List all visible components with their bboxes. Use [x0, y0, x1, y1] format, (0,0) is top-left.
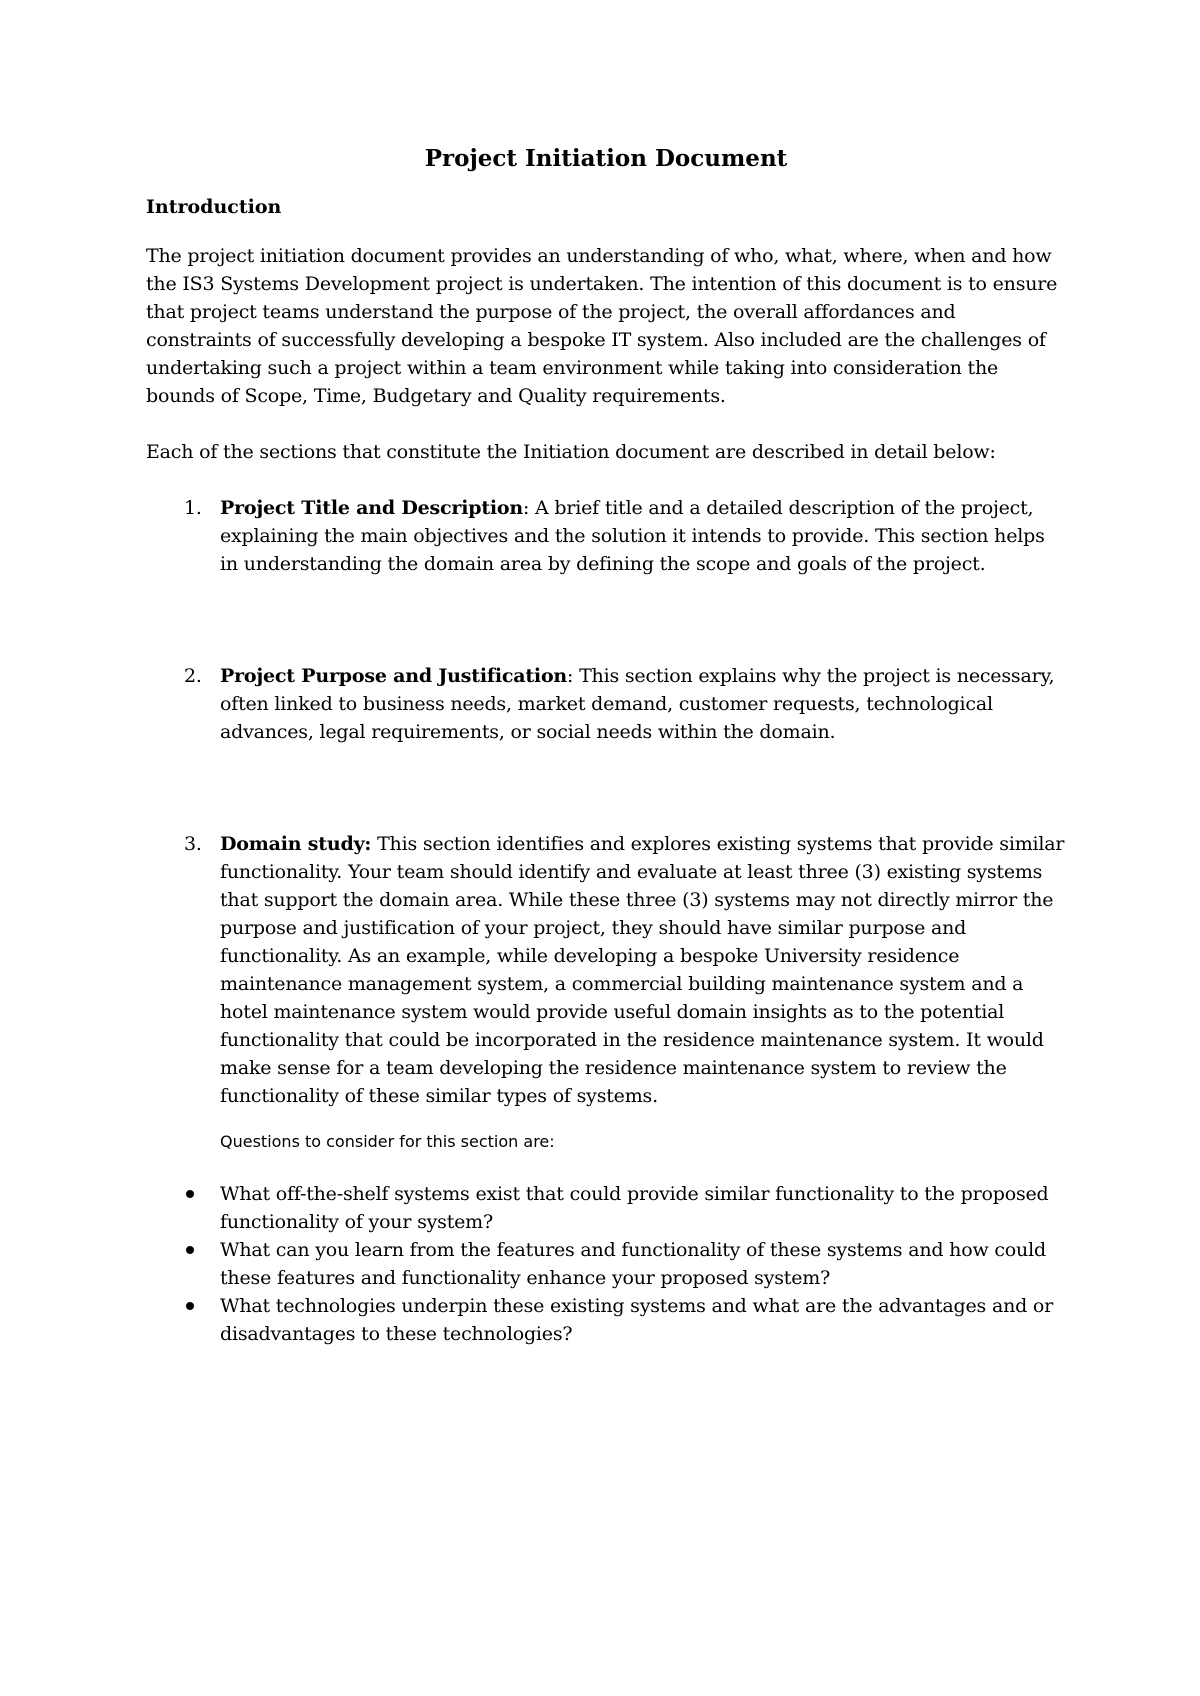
list-item: [146, 1236, 1066, 1292]
section-label: Project Title and Description: [220, 497, 523, 519]
document-title: Project Initiation Document: [424, 145, 788, 172]
bullet-icon: [186, 1302, 194, 1310]
list-item: [146, 1292, 1066, 1348]
introduction-paragraph: The project initiation document provides an understanding of who, what, where, when and how the IS3 Systems Development project is undertaken. The intention of this document is to ensure that project teams understand the purpose of the project, the overall affordances and constraints of successfully developing a bespoke IT system. Also included are the challenges of undertaking such a project within a team environment while taking into consideration the bounds of Scope, Time, Budgetary and Quality requirements.: [146, 245, 1058, 407]
list-item: [146, 662, 1066, 746]
list-item: [146, 1180, 1066, 1236]
questions-list: [146, 1180, 1066, 1348]
question-text: What off-the-shelf systems exist that could provide similar functionality to the proposed functionality of your system?: [220, 1183, 1049, 1233]
list-number: 1.: [184, 497, 202, 519]
section-label: Domain study:: [220, 833, 372, 855]
question-text: What technologies underpin these existing systems and what are the advantages and or disadvantages to these technologies?: [220, 1295, 1054, 1345]
list-item: [146, 494, 1066, 578]
list-number: 3.: [184, 833, 202, 855]
bullet-icon: [186, 1190, 194, 1198]
bullet-icon: [186, 1246, 194, 1254]
list-item: [146, 830, 1066, 1110]
section-label: Project Purpose and Justification: [220, 665, 568, 687]
list-number: 2.: [184, 665, 202, 687]
section-text: This section identifies and explores existing systems that provide similar functionality. Your team should identify and evaluate at least three (3) existing systems that support the domain area. While these three (3) systems may not directly mirror the purpose and justification of your project, they should have similar purpose and functionality. As an example, while developing a bespoke University residence maintenance management system, a commercial building maintenance system and a hotel maintenance system would provide useful domain insights as to the potential functionality that could be incorporated in the residence maintenance system. It would make sense for a team developing the residence maintenance system to review the functionality of these similar types of systems.: [220, 833, 1065, 1107]
document-page: [146, 144, 1066, 1348]
question-text: What can you learn from the features and functionality of these systems and how could these features and functionality enhance your proposed system?: [220, 1239, 1046, 1289]
questions-heading: Questions to consider for this section are:: [220, 1132, 555, 1151]
sections-list: [146, 494, 1066, 1110]
section-text: : A brief title and a detailed description of the project, explaining the main objectives and the solution it intends to provide. This section helps in understanding the domain area by defining the scope and goals of the project.: [220, 497, 1045, 575]
sections-intro-paragraph: Each of the sections that constitute the Initiation document are described in detail below:: [146, 441, 996, 463]
introduction-heading: Introduction: [146, 196, 282, 218]
section-text: : This section explains why the project is necessary, often linked to business needs, market demand, customer requests, technological advances, legal requirements, or social needs within the domain.: [220, 665, 1055, 743]
